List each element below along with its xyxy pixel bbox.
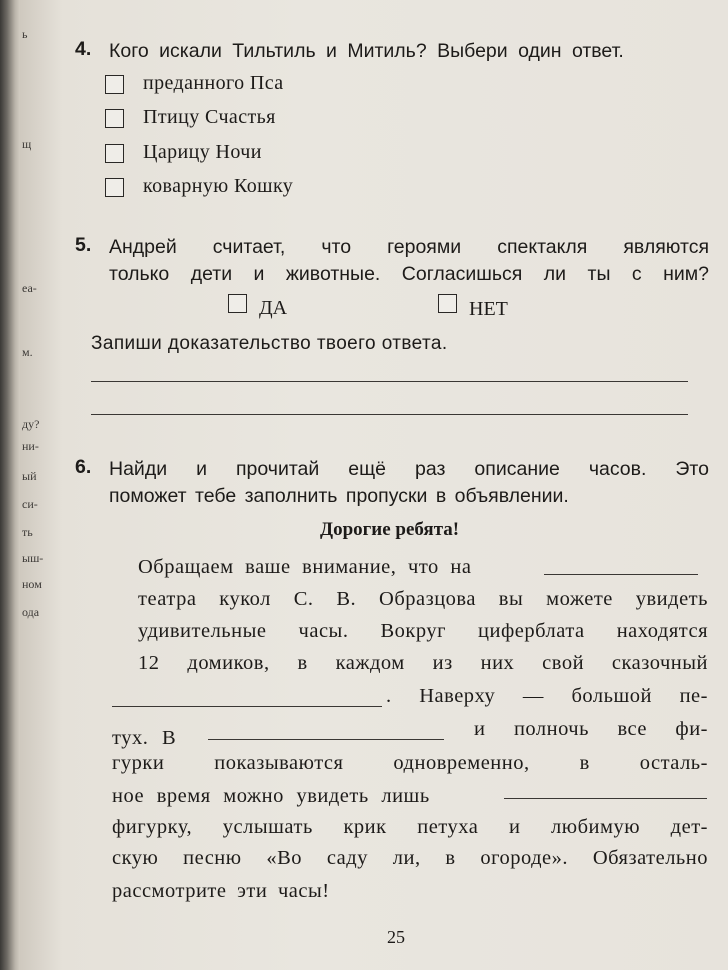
fill-in-blank[interactable] (504, 798, 707, 799)
question-text: Кого искали Тильтиль и Митиль? Выбери один ответ. (109, 40, 624, 62)
edge-fragment: ть (22, 525, 33, 539)
text-line: тух. В (112, 727, 177, 749)
no-label: НЕТ (469, 298, 508, 320)
text-line: скую песню «Во саду ли, в огороде». Обязательно (112, 847, 708, 869)
text-line: ное время можно увидеть лишь (112, 785, 430, 807)
edge-fragment: м. (22, 345, 33, 359)
option-label: коварную Кошку (143, 175, 294, 197)
question-text: только дети и животные. Согласишься ли ты с ним? (109, 263, 709, 285)
answer-checkbox[interactable] (438, 294, 457, 313)
answer-checkbox[interactable] (105, 109, 124, 128)
fill-in-blank[interactable] (544, 574, 698, 575)
answer-line[interactable] (91, 414, 688, 415)
text-line: гурки показываются одновременно, в осталь- (112, 752, 708, 774)
workbook-page (20, 0, 728, 970)
edge-fragment: ыш- (22, 551, 44, 565)
fill-in-blank[interactable] (208, 739, 444, 740)
edge-fragment: ода (22, 605, 40, 619)
option-label: Птицу Счастья (143, 106, 276, 128)
option-label: преданного Пса (143, 72, 284, 94)
edge-fragment: ном (22, 577, 42, 591)
text-line: удивительные часы. Вокруг циферблата находятся (138, 620, 708, 642)
text-line: Обращаем ваше внимание, что на (138, 556, 472, 578)
edge-fragment: ду? (22, 417, 40, 431)
instruction-text: Запиши доказательство твоего ответа. (91, 333, 448, 354)
question-number: 6. (75, 456, 92, 478)
edge-fragment: ый (22, 469, 37, 483)
text-line: рассмотрите эти часы! (112, 880, 330, 902)
question-number: 5. (75, 234, 92, 256)
edge-fragment: ь (22, 27, 28, 41)
question-number: 4. (75, 38, 92, 60)
yes-label: ДА (259, 297, 288, 319)
edge-fragment: ни- (22, 439, 39, 453)
question-text: Андрей считает, что героями спектакля являются (109, 236, 709, 258)
answer-checkbox[interactable] (228, 294, 247, 313)
answer-checkbox[interactable] (105, 75, 124, 94)
text-line: фигурку, услышать крик петуха и любимую дет- (112, 816, 708, 838)
text-line: и полночь все фи- (474, 718, 708, 740)
fill-in-blank[interactable] (112, 706, 382, 707)
option-label: Царицу Ночи (143, 141, 262, 163)
edge-fragment: еа- (22, 281, 37, 295)
text-line: театра кукол С. В. Образцова вы можете увидеть (138, 588, 708, 610)
text-line: 12 домиков, в каждом из них свой сказочный (138, 652, 708, 674)
answer-checkbox[interactable] (105, 144, 124, 163)
page-number: 25 (387, 927, 405, 947)
edge-fragment: щ (22, 137, 32, 151)
edge-fragment: си- (22, 497, 38, 511)
book-spine-shadow (0, 0, 20, 970)
answer-line[interactable] (91, 381, 688, 382)
question-text: поможет тебе заполнить пропуски в объявлении. (109, 485, 569, 507)
answer-checkbox[interactable] (105, 178, 124, 197)
question-text: Найди и прочитай ещё раз описание часов. Это (109, 458, 709, 480)
text-line: . Наверху — большой пе- (386, 685, 708, 707)
announcement-heading: Дорогие ребята! (320, 519, 460, 540)
